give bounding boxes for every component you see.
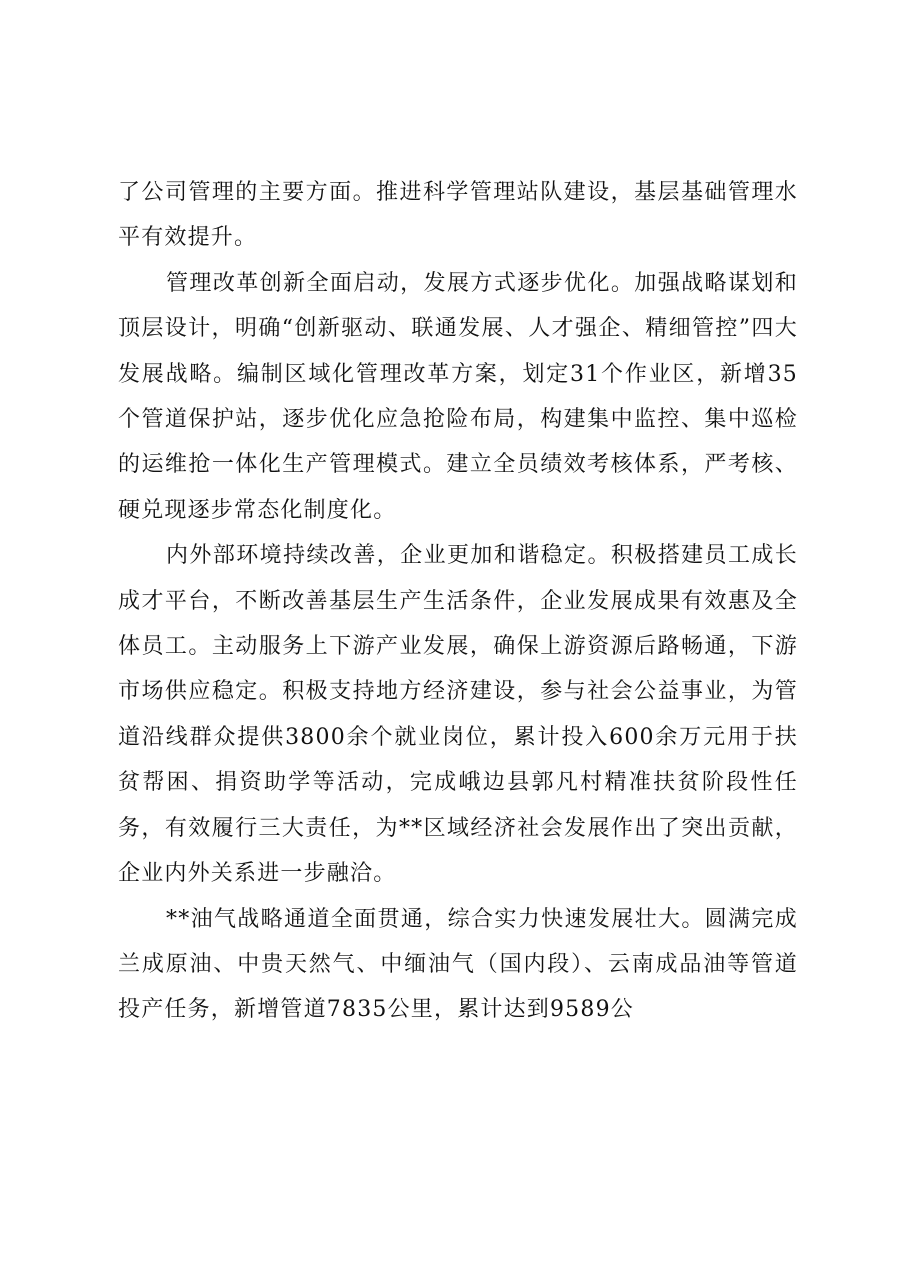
paragraph-environment-improvement: 内外部环境持续改善，企业更加和谐稳定。积极搭建员工成长成才平台，不断改善基层生产生活条件，企业发展成果有效惠及全体员工。主动服务上下游产业发展，确保上游资源后路畅通，下游市场供应稳定。积极支持地方经济建设，参与社会公益事业，为管道沿线群众提供3800余个就业岗位，累计投入600余万元用于扶贫帮困、捐资助学等活动，完成峨边县郭凡村精准扶贫阶段性任务，有效履行三大责任，为**区域经济社会发展作出了突出贡献，企业内外关系进一步融洽。 <box>118 543 798 887</box>
document-body <box>118 170 798 1033</box>
paragraph-continuation: 了公司管理的主要方面。推进科学管理站队建设，基层基础管理水平有效提升。 <box>118 180 798 251</box>
paragraph-strategic-channel: **油气战略通道全面贯通，综合实力快速发展壮大。圆满完成兰成原油、中贵天然气、中缅油气（国内段）、云南成品油等管道投产任务，新增管道7835公里，累计达到9589公 <box>118 906 798 1023</box>
paragraph-management-reform: 管理改革创新全面启动，发展方式逐步优化。加强战略谋划和顶层设计，明确“创新驱动、联通发展、人才强企、精细管控”四大发展战略。编制区域化管理改革方案，划定31个作业区，新增35个管道保护站，逐步优化应急抢险布局，构建集中监控、集中巡检的运维抢一体化生产管理模式。建立全员绩效考核体系，严考核、硬兑现逐步常态化制度化。 <box>118 270 798 523</box>
